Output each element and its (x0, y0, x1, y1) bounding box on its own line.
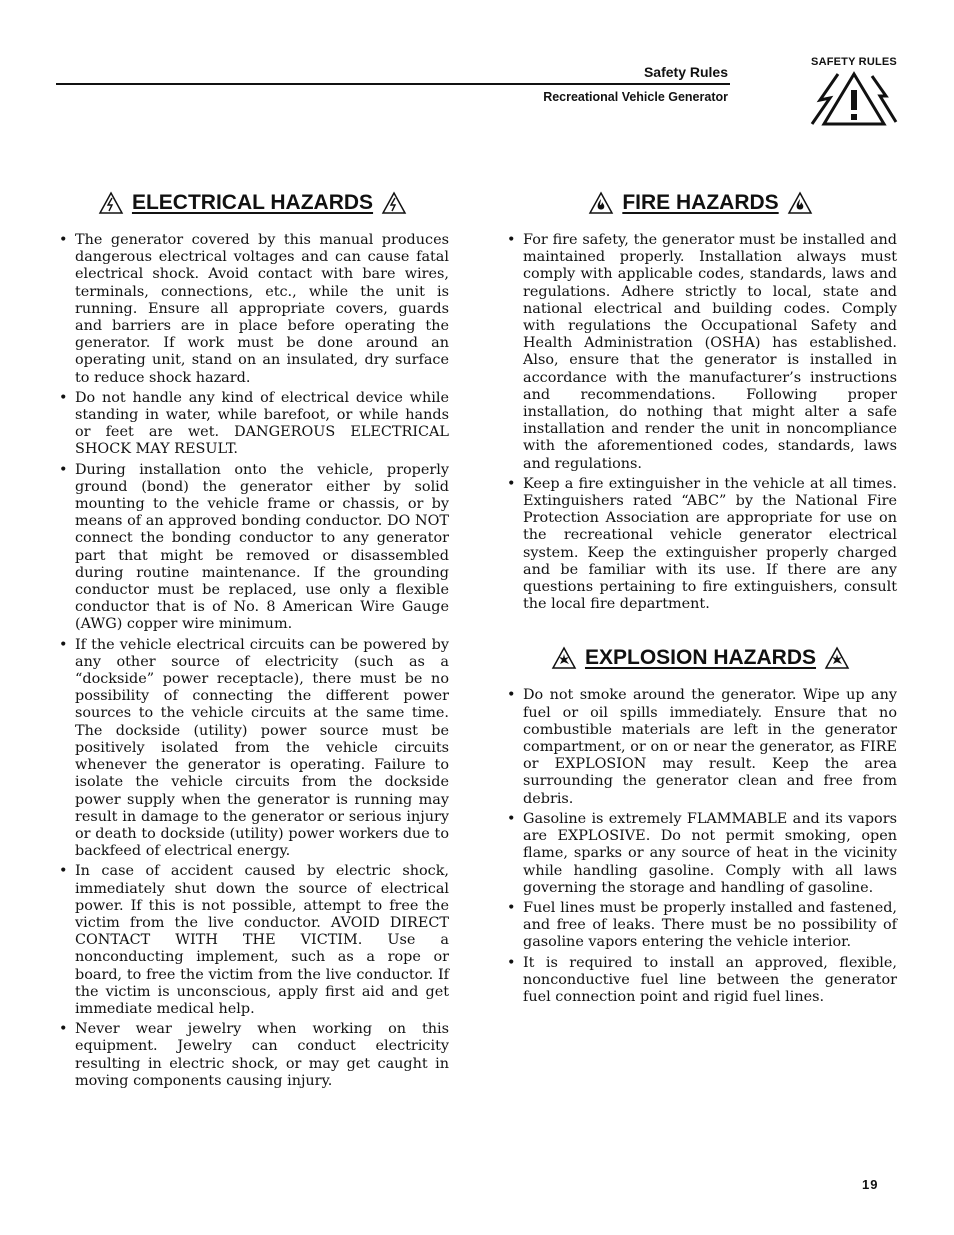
list-item: • Gasoline is extremely FLAMMABLE and its vapors are EXPLOSIVE. Do not permit smoking, open flame, sparks or any source of heat in the vicinity while handling gasoline. Comply with all laws governing the storage and handling of gasoline. (504, 811, 897, 897)
fire-hazards-section (504, 188, 897, 613)
page-number: 19 (862, 1177, 879, 1192)
fire-hazards-list (504, 232, 897, 613)
list-item: • Fuel lines must be properly installed and fastened, and free of leaks. There must be no possibility of gasoline vapors entering the vehicle interior. (504, 900, 897, 952)
list-item: • If the vehicle electrical circuits can be powered by any other source of electricity (such as a “dockside” power receptacle), there must be no possibility of connecting the different power sources to the vehicle circuits at the same time. The dockside (utility) power source must be positively isolated from the vehicle circuits whenever the generator is operating. Failure to isolate the vehicle circuits from the dockside power supply when the generator is running may result in damage to the generator or serious injury or death to dockside (utility) power workers due to backfeed of electrical energy. (56, 637, 449, 861)
fire-warning-icon (787, 191, 813, 215)
electrical-hazards-title: ELECTRICAL HAZARDS (131, 191, 374, 214)
explosion-warning-icon (551, 646, 577, 670)
fire-hazards-heading (504, 188, 897, 218)
explosion-hazards-list (504, 687, 897, 1006)
header-title: Safety Rules (643, 64, 728, 80)
list-item: • Do not handle any kind of electrical device while standing in water, while barefoot, or while hands or feet are wet. DANGEROUS ELECTRICAL SHOCK MAY RESULT. (56, 390, 449, 459)
explosion-hazards-title: EXPLOSION HAZARDS (584, 646, 817, 670)
list-item: • Keep a fire extinguisher in the vehicle at all times. Extinguishers rated “ABC” by the National Fire Protection Association are appropriate for use on the recreational vehicle generator electrical system. Keep the extinguisher properly charged and be familiar with its use. If there are any questions pertaining to fire extinguishers, consult the local fire department. (504, 476, 897, 614)
right-column (504, 188, 897, 1009)
list-item: • For fire safety, the generator must be installed and maintained properly. Installation always must comply with applicable codes, standards, laws and regulations. Adhere strictly to local, state and national electrical and building codes. Comply with regulations the Occupational Safety and Health Administration (OSHA) has established. Also, ensure that the generator is installed in accordance with the manufacturer’s instructions and recommendations. Following proper installation, do nothing that might alter a safe installation and render the unit in noncompliance with the aforementioned codes, standards, laws and regulations. (504, 232, 897, 473)
shock-warning-icon (381, 191, 407, 215)
electrical-hazards-section (56, 188, 449, 1093)
list-item: • The generator covered by this manual produces dangerous electrical voltages and can cause fatal electrical shock. Avoid contact with bare wires, terminals, connections, etc., while the unit is running. Ensure all appropriate covers, guards and barriers are in place before operating the generator. If work must be done around an operating unit, stand on an insulated, dry surface to reduce shock hazard. (56, 232, 449, 387)
header-subtitle: Recreational Vehicle Generator (543, 90, 728, 104)
explosion-hazards-section (504, 643, 897, 1006)
fire-hazards-title: FIRE HAZARDS (622, 191, 779, 214)
list-item: • It is required to install an approved, flexible, nonconductive fuel line between the generator fuel connection point and rigid fuel lines. (504, 955, 897, 1007)
electrical-hazards-list (56, 232, 449, 1090)
safety-rules-badge (808, 56, 900, 126)
list-item: • In case of accident caused by electric shock, immediately shut down the source of electrical power. If this is not possible, attempt to free the victim from the live conductor. AVOID DIRECT CONTACT WITH THE VICTIM. Use a nonconducting implement, such as a rope or board, to free the victim from the live conductor. If the victim is unconscious, apply first aid and get immediate medical help. (56, 863, 449, 1018)
shock-warning-icon (98, 191, 124, 215)
electrical-hazards-heading (56, 188, 449, 218)
high-voltage-warning-icon (810, 70, 898, 126)
list-item: • Never wear jewelry when working on this equipment. Jewelry can conduct electricity resulting in electric shock, or may get caught in moving components causing injury. (56, 1021, 449, 1090)
list-item: • Do not smoke around the generator. Wipe up any fuel or oil spills immediately. Ensure that no combustible materials are left in the generator compartment, or on or near the generator, as FIRE or EXPLOSION may result. Keep the area surrounding the generator clean and free from debris. (504, 687, 897, 807)
list-item: • During installation onto the vehicle, properly ground (bond) the generator either by solid mounting to the vehicle frame or chassis, or by means of an approved bonding conductor. DO NOT connect the bonding conductor to any generator part that might be removed or disassembled during routine maintenance. If the grounding conductor must be replaced, use only a flexible conductor that is of No. 8 American Wire Gauge (AWG) copper wire minimum. (56, 462, 449, 634)
badge-label: SAFETY RULES (811, 56, 897, 68)
header-rule (56, 83, 730, 85)
explosion-hazards-heading (504, 643, 897, 673)
explosion-warning-icon (824, 646, 850, 670)
fire-warning-icon (588, 191, 614, 215)
